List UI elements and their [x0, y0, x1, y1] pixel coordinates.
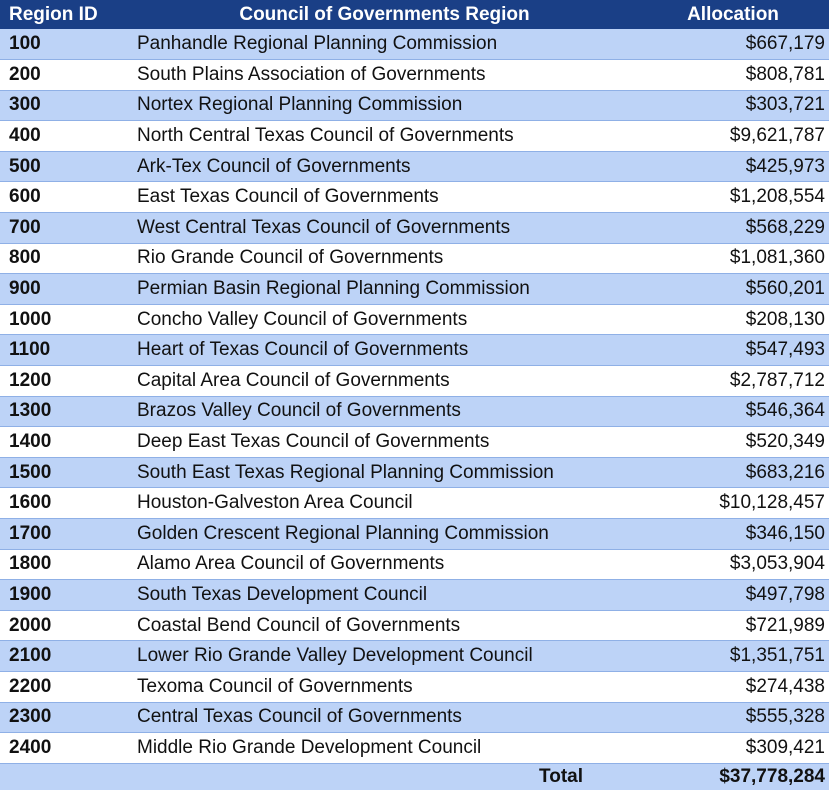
- table-row: [0, 213, 829, 244]
- total-label: Total: [132, 763, 637, 790]
- table-row: [0, 121, 829, 152]
- region-id-cell: 1600: [0, 488, 132, 519]
- region-id-cell: 500: [0, 151, 132, 182]
- region-name-cell: Lower Rio Grande Valley Development Council: [132, 641, 637, 672]
- allocation-cell: $1,081,360: [637, 243, 829, 274]
- region-name-cell: West Central Texas Council of Governments: [132, 213, 637, 244]
- allocation-cell: $1,351,751: [637, 641, 829, 672]
- table-row: [0, 641, 829, 672]
- allocation-cell: $274,438: [637, 671, 829, 702]
- allocation-cell: $546,364: [637, 396, 829, 427]
- region-id-cell: 100: [0, 29, 132, 60]
- allocation-cell: $208,130: [637, 304, 829, 335]
- region-name-cell: Panhandle Regional Planning Commission: [132, 29, 637, 60]
- region-name-cell: Rio Grande Council of Governments: [132, 243, 637, 274]
- table-row: [0, 549, 829, 580]
- region-name-cell: South East Texas Regional Planning Commission: [132, 457, 637, 488]
- allocation-cell: $2,787,712: [637, 366, 829, 397]
- allocation-cell: $309,421: [637, 733, 829, 764]
- region-id-cell: 300: [0, 90, 132, 121]
- table-row: [0, 60, 829, 91]
- region-id-cell: 1000: [0, 304, 132, 335]
- region-id-cell: 200: [0, 60, 132, 91]
- region-id-cell: 400: [0, 121, 132, 152]
- region-id-cell: 1800: [0, 549, 132, 580]
- allocation-cell: $667,179: [637, 29, 829, 60]
- region-id-cell: 1700: [0, 519, 132, 550]
- column-header-allocation: Allocation: [637, 0, 829, 29]
- region-name-cell: South Plains Association of Governments: [132, 60, 637, 91]
- region-name-cell: Permian Basin Regional Planning Commission: [132, 274, 637, 305]
- region-name-cell: Brazos Valley Council of Governments: [132, 396, 637, 427]
- allocation-cell: $560,201: [637, 274, 829, 305]
- region-name-cell: Heart of Texas Council of Governments: [132, 335, 637, 366]
- region-id-cell: 2000: [0, 610, 132, 641]
- region-id-cell: 2200: [0, 671, 132, 702]
- region-name-cell: Concho Valley Council of Governments: [132, 304, 637, 335]
- table-row: [0, 29, 829, 60]
- region-name-cell: Ark-Tex Council of Governments: [132, 151, 637, 182]
- header-row: [0, 0, 829, 29]
- allocation-cell: $520,349: [637, 427, 829, 458]
- region-id-cell: 600: [0, 182, 132, 213]
- table-row: [0, 671, 829, 702]
- region-id-cell: 2100: [0, 641, 132, 672]
- column-header-region-name: Council of Governments Region: [132, 0, 637, 29]
- table-row: [0, 488, 829, 519]
- allocation-cell: $3,053,904: [637, 549, 829, 580]
- region-name-cell: Middle Rio Grande Development Council: [132, 733, 637, 764]
- allocation-cell: $303,721: [637, 90, 829, 121]
- region-id-cell: 1100: [0, 335, 132, 366]
- total-amount: $37,778,284: [637, 763, 829, 790]
- allocation-cell: $808,781: [637, 60, 829, 91]
- table-row: [0, 519, 829, 550]
- table-row: [0, 90, 829, 121]
- allocation-cell: $683,216: [637, 457, 829, 488]
- allocation-cell: $10,128,457: [637, 488, 829, 519]
- region-id-cell: 1300: [0, 396, 132, 427]
- table-row: [0, 427, 829, 458]
- table-row: [0, 702, 829, 733]
- table-row: [0, 243, 829, 274]
- allocation-cell: $721,989: [637, 610, 829, 641]
- region-name-cell: Deep East Texas Council of Governments: [132, 427, 637, 458]
- region-name-cell: Nortex Regional Planning Commission: [132, 90, 637, 121]
- allocation-cell: $1,208,554: [637, 182, 829, 213]
- table-row: [0, 335, 829, 366]
- allocation-cell: $346,150: [637, 519, 829, 550]
- region-name-cell: East Texas Council of Governments: [132, 182, 637, 213]
- column-header-region-id: Region ID: [0, 0, 132, 29]
- table-row: [0, 580, 829, 611]
- table-row: [0, 304, 829, 335]
- region-name-cell: Central Texas Council of Governments: [132, 702, 637, 733]
- region-name-cell: South Texas Development Council: [132, 580, 637, 611]
- table-row: [0, 151, 829, 182]
- allocation-cell: $555,328: [637, 702, 829, 733]
- table-row: [0, 457, 829, 488]
- table-body: [0, 29, 829, 763]
- region-id-cell: 800: [0, 243, 132, 274]
- table-row: [0, 396, 829, 427]
- allocation-cell: $568,229: [637, 213, 829, 244]
- region-id-cell: 1500: [0, 457, 132, 488]
- allocation-cell: $9,621,787: [637, 121, 829, 152]
- table-row: [0, 182, 829, 213]
- region-name-cell: Coastal Bend Council of Governments: [132, 610, 637, 641]
- table-row: [0, 733, 829, 764]
- region-name-cell: Houston-Galveston Area Council: [132, 488, 637, 519]
- region-id-cell: 700: [0, 213, 132, 244]
- region-name-cell: Capital Area Council of Governments: [132, 366, 637, 397]
- region-name-cell: Texoma Council of Governments: [132, 671, 637, 702]
- region-id-cell: 1400: [0, 427, 132, 458]
- region-name-cell: Golden Crescent Regional Planning Commission: [132, 519, 637, 550]
- region-id-cell: 1900: [0, 580, 132, 611]
- region-name-cell: North Central Texas Council of Governments: [132, 121, 637, 152]
- table-header: [0, 0, 829, 29]
- region-id-cell: 2400: [0, 733, 132, 764]
- region-id-cell: 2300: [0, 702, 132, 733]
- region-id-cell: 1200: [0, 366, 132, 397]
- table-row: [0, 274, 829, 305]
- allocation-cell: $425,973: [637, 151, 829, 182]
- allocation-cell: $497,798: [637, 580, 829, 611]
- table-row: [0, 366, 829, 397]
- region-id-cell: 900: [0, 274, 132, 305]
- table-row: [0, 610, 829, 641]
- region-name-cell: Alamo Area Council of Governments: [132, 549, 637, 580]
- allocation-cell: $547,493: [637, 335, 829, 366]
